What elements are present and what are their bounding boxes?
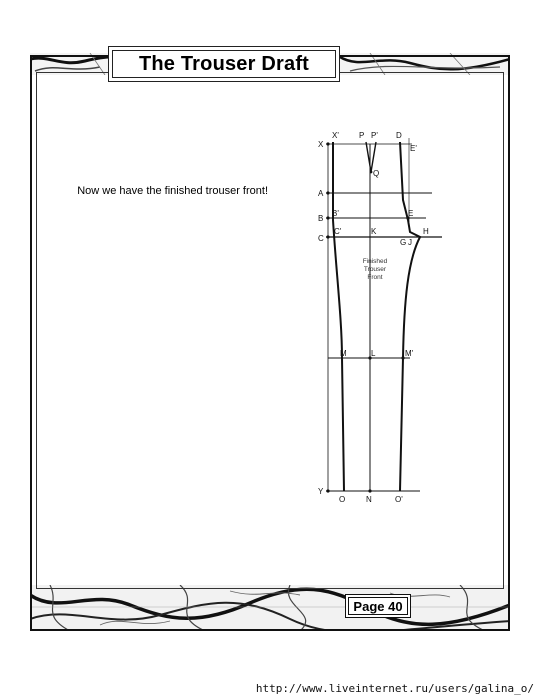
outside-seam	[400, 142, 420, 491]
caption-text: Now we have the finished trouser front!	[77, 185, 268, 197]
dart	[366, 142, 376, 172]
label-b: B	[318, 214, 324, 223]
label-o-prime: O'	[395, 495, 403, 504]
diagram-note-line-1: Finished	[362, 258, 388, 265]
title-box	[108, 46, 340, 82]
label-a: A	[318, 189, 324, 198]
label-g: G	[400, 238, 407, 247]
label-m: M	[340, 349, 347, 358]
label-c: C	[318, 234, 324, 243]
label-p: P	[359, 131, 365, 140]
label-c-prime: C'	[334, 227, 342, 236]
label-p-prime: P'	[371, 131, 378, 140]
page-title: The Trouser Draft	[138, 52, 310, 75]
label-b-prime: B'	[332, 209, 339, 218]
label-m-prime: M'	[405, 349, 414, 358]
label-y: Y	[318, 487, 324, 496]
page-number: Page 40	[353, 598, 403, 614]
label-n: N	[366, 495, 372, 504]
label-e: E	[408, 209, 414, 218]
inside-seam	[333, 142, 344, 491]
label-h: H	[423, 227, 429, 236]
trouser-draft-diagram	[300, 120, 450, 510]
label-j: J	[408, 238, 412, 247]
label-l: L	[371, 349, 376, 358]
label-x-prime: X'	[332, 131, 339, 140]
label-q: Q	[373, 169, 380, 178]
diagram-note-line-2: Trouser	[363, 266, 387, 273]
diagram-note-line-3: Front	[367, 274, 383, 281]
source-url-text: http://www.liveinternet.ru/users/galina_o/	[255, 682, 534, 695]
label-k: K	[371, 227, 377, 236]
label-d: D	[396, 131, 402, 140]
label-e-prime: E'	[410, 144, 417, 153]
page-number-badge	[345, 594, 411, 618]
label-o: O	[339, 495, 346, 504]
label-x: X	[318, 140, 324, 149]
